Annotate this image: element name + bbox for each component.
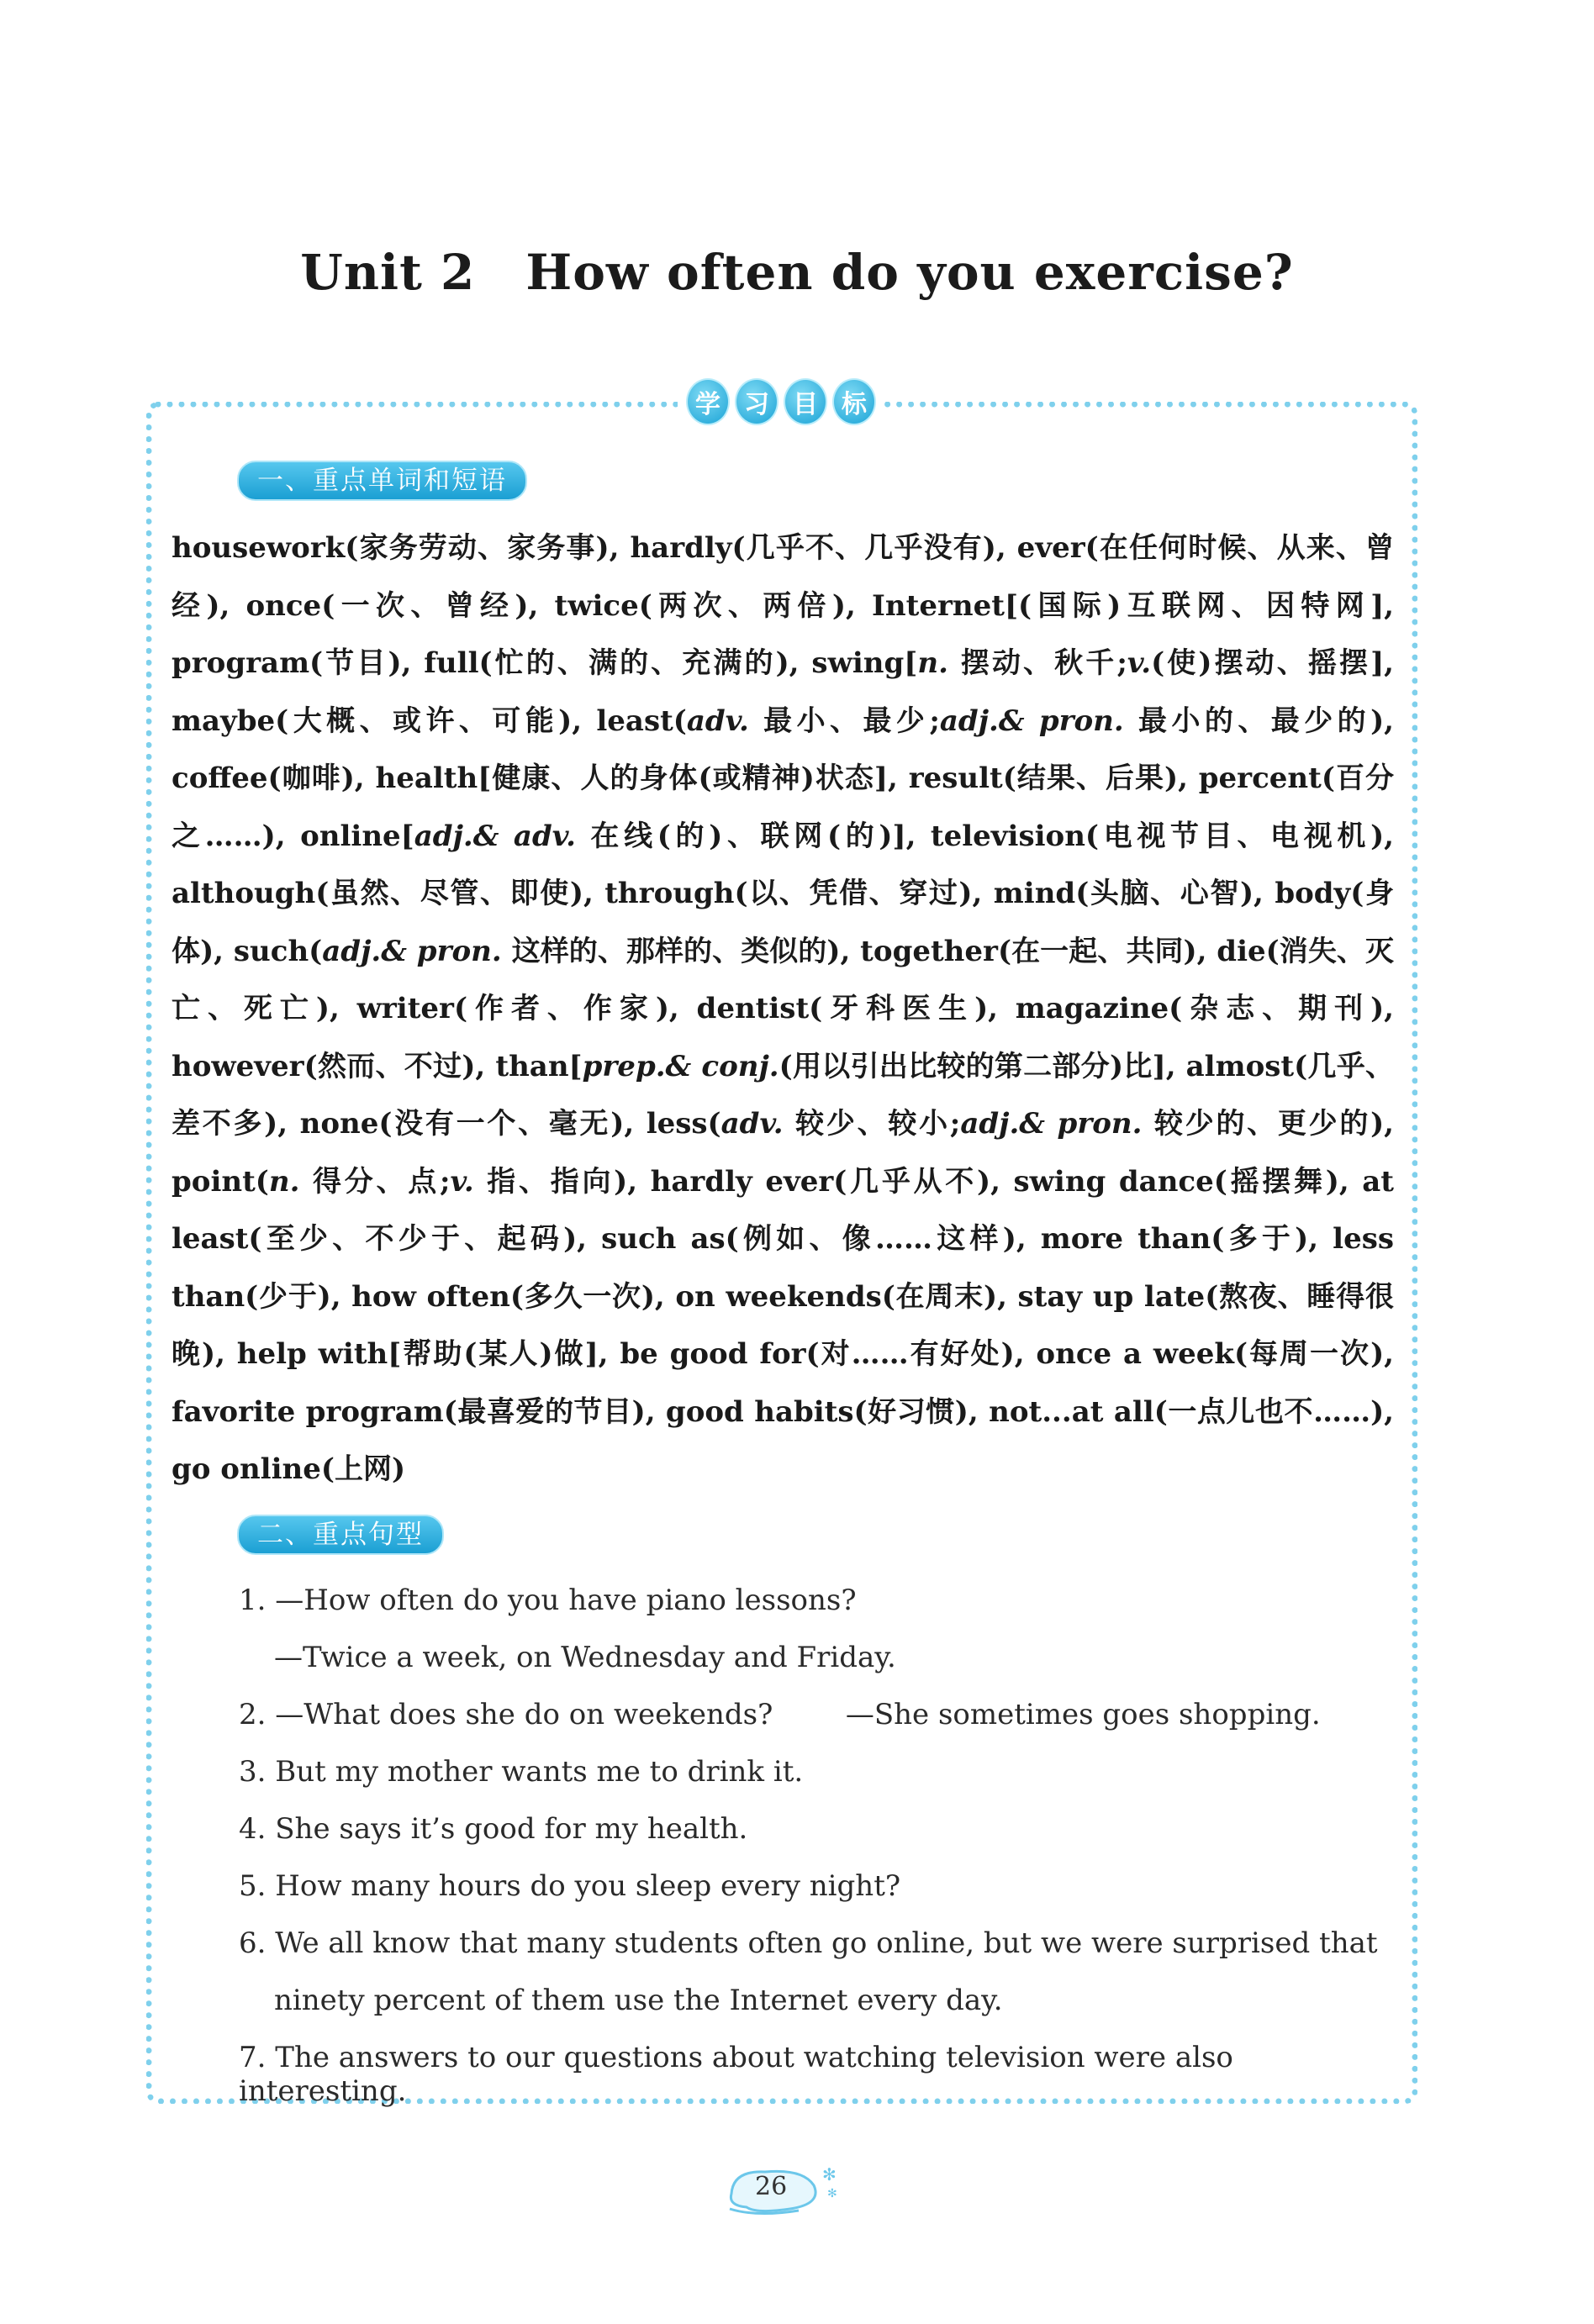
sentence-line: 2. —What does she do on weekends? —She sometimes goes shopping.	[239, 1698, 1321, 1731]
page-number	[723, 2160, 841, 2219]
badge-char: 目	[784, 378, 827, 425]
badge-char: 标	[832, 378, 876, 425]
sentence-line: 6. We all know that many students often go online, but we were surprised that	[239, 1926, 1378, 1960]
svg-text:✻: ✻	[822, 2164, 837, 2184]
sentence-section-heading: 二、重点句型	[237, 1515, 444, 1555]
unit-label: Unit 2	[300, 244, 476, 301]
vocab-section-heading: 一、重点单词和短语	[237, 461, 527, 501]
sentence-line: 3. But my mother wants me to drink it.	[239, 1755, 804, 1789]
learning-objectives-badge	[678, 377, 884, 427]
sentence-line: —Twice a week, on Wednesday and Friday.	[274, 1641, 896, 1674]
sentence-line: 7. The answers to our questions about watching television were also interesting.	[239, 2041, 1233, 2108]
sentence-line: 4. She says it’s good for my health.	[239, 1812, 748, 1846]
vocab-paragraph: housework(家务劳动、家务事), hardly(几乎不、几乎没有), ever(在任何时候、从来、曾经), once(一次、曾经), twice(两次、两倍), Internet[(国际)互联网、因特网], program(节目), full(忙的、满的、充满的), swing[n. 摆动、秋千;v.(使)摆动、摇摆], maybe(大概、或许、可能), least(adv. 最小、最少;adj.& pron. 最小的、最少的), coffee(咖啡), health[健康、人的身体(或精神)状态], result(结果、后果), percent(百分之……), online[adj.& adv. 在线(的)、联网(的)], television(电视节目、电视机), although(虽然、尽管、即使), through(以、凭借、穿过), mind(头脑、心智), body(身体), such(adj.& pron. 这样的、那样的、类似的), together(在一起、共同), die(消失、灭亡、死亡), writer(作者、作家), dentist(牙科医生), magazine(杂志、期刊), however(然而、不过), than[prep.& conj.(用以引出比较的第二部分)比], almost(几乎、差不多), none(没有一个、毫无), less(adv. 较少、较小;adj.& pron. 较少的、更少的), point(n. 得分、点;v. 指、指向), hardly ever(几乎从不), swing dance(摇摆舞), at least(至少、不少于、起码), such as(例如、像……这样), more than(多于), less than(少于), how often(多久一次), on weekends(在周末), stay up late(熬夜、睡得很晚), help with[帮助(某人)做], be good for(对……有好处), once a week(每周一次), favorite program(最喜爱的节目), good habits(好习惯), not...at all(一点儿也不……), go online(上网)	[172, 531, 1395, 1486]
page-title	[0, 244, 1594, 301]
sentence-line: ninety percent of them use the Internet every day.	[274, 1984, 1003, 2017]
unit-question: How often do you exercise?	[525, 244, 1294, 301]
badge-char: 学	[686, 378, 730, 425]
sentence-line: 1. —How often do you have piano lessons?	[239, 1584, 857, 1617]
sentence-line: 5. How many hours do you sleep every night?	[239, 1869, 901, 1903]
badge-char: 习	[735, 378, 779, 425]
svg-text:✻: ✻	[827, 2187, 837, 2200]
page-number-text: 26	[755, 2172, 788, 2201]
